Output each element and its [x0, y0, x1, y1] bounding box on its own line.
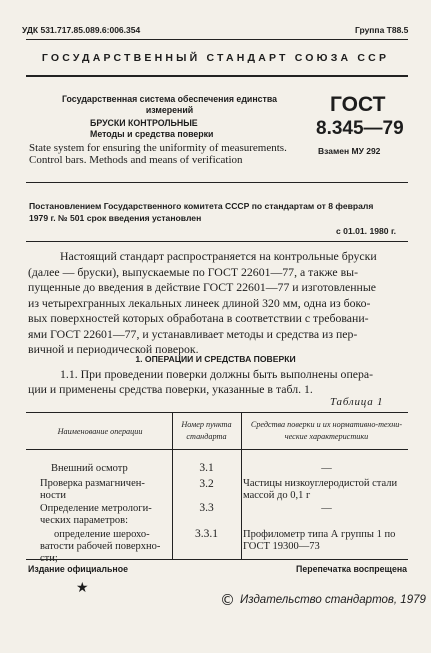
header-rule-top	[26, 39, 408, 40]
cell-text: ГОСТ 19300—73	[243, 541, 320, 552]
table-row-means: —	[321, 463, 332, 474]
intro-line: пущенные до введения в действие ГОСТ 22601—77 и изготовленные	[28, 280, 377, 294]
intro-line: (далее — бруски), выпускаемые по ГОСТ 22601—77, а также вы-	[28, 264, 359, 279]
udk-code: УДК 531.717.85.089.6:006.354	[22, 25, 141, 35]
table-header-operation: Наименование операции	[57, 427, 143, 436]
table-header-means-line2: ческие характеристики	[284, 432, 369, 441]
effective-date: с 01.01. 1980 г.	[336, 226, 397, 236]
system-title-line2: измерений	[145, 105, 194, 115]
table-row-means	[243, 529, 395, 553]
star-icon: ★	[76, 581, 89, 596]
cell-text: Определение метрологи-	[40, 503, 152, 514]
official-edition: Издание официальное	[28, 564, 128, 574]
table-header-clause-line1: Номер пункта	[181, 420, 232, 429]
table-row-means	[243, 478, 397, 502]
title-rule	[26, 182, 408, 183]
reprint-prohibited: Перепечатка воспрещена	[296, 564, 408, 574]
decree-line2: 1979 г. № 501 срок введения установлен	[29, 213, 202, 223]
english-title-line2: Control bars. Methods and means of verification	[29, 154, 243, 166]
copyright-symbol: ©	[220, 591, 235, 609]
decree-line1: Постановлением Государственного комитета СССР по стандартам от 8 февраля	[29, 201, 374, 211]
replaces-note: Взамен МУ 292	[318, 146, 381, 156]
table-caption: Таблица 1	[330, 396, 384, 408]
intro-line: из четырехгранных лекальных линеек длиной 320 мм, одна из боко-	[28, 295, 371, 310]
cell-text: ватости рабочей поверхно-	[40, 541, 161, 552]
standard-banner: ГОСУДАРСТВЕННЫЙ СТАНДАРТ СОЮЗА ССР	[41, 52, 390, 64]
cell-text: определение шерохо-	[54, 529, 150, 540]
table-row-means: —	[321, 503, 332, 514]
cell-text: Внешний осмотр	[51, 463, 128, 474]
decree-rule	[26, 241, 408, 242]
table-header-clause-line2: стандарта	[186, 432, 227, 441]
cell-text: Проверка размагничен-	[40, 478, 145, 489]
table-header-means-line1: Средства поверки и их нормативно-техни-	[250, 420, 403, 429]
table-header-rule	[26, 449, 408, 450]
table-top-rule	[26, 412, 408, 413]
standard-name-line2: Методы и средства поверки	[90, 129, 214, 139]
section-paragraph-line2: ции и применены средства поверки, указанные в табл. 1.	[28, 382, 313, 396]
intro-line: Настоящий стандарт распространяется на контрольные бруски	[60, 249, 377, 263]
publisher-imprint: Издательство стандартов, 1979	[240, 594, 426, 606]
system-title	[47, 94, 292, 116]
table-header-means	[241, 419, 412, 443]
section-paragraph	[28, 367, 373, 397]
table-row-operation	[51, 463, 128, 475]
intro-line: вичной и периодической поверок.	[28, 342, 199, 356]
system-title-line1: Государственная система обеспечения единства	[61, 94, 278, 104]
cell-text: массой до 0,1 г	[243, 490, 311, 501]
gost-label: ГОСТ	[330, 93, 386, 116]
cell-text: Профилометр типа А группы 1 по	[243, 529, 396, 540]
cell-text: ческих параметров:	[40, 515, 129, 526]
gost-number: 8.345—79	[316, 118, 404, 139]
header-rule-bottom	[26, 75, 408, 77]
table-row-operation	[40, 478, 145, 502]
table-row-clause: 3.3.1	[195, 528, 218, 540]
cell-text: ности	[40, 490, 66, 501]
standard-name	[90, 118, 213, 140]
table-header-clause	[172, 419, 241, 443]
footer-rule	[26, 559, 408, 560]
english-title-line1: State system for ensuring the uniformity of measurements.	[29, 142, 287, 154]
english-title	[29, 142, 287, 166]
intro-paragraph	[28, 249, 410, 358]
table-row-clause: 3.2	[199, 478, 214, 490]
section-paragraph-line1: 1.1. При проведении поверки должны быть выполнены опера-	[60, 367, 374, 381]
section-heading: 1. ОПЕРАЦИИ И СРЕДСТВА ПОВЕРКИ	[135, 354, 296, 364]
group-code: Группа Т88.5	[355, 25, 409, 35]
intro-line: ями ГОСТ 22601—77, и устанавливает методы и средства из пер-	[28, 326, 358, 341]
cell-text: Частицы низкоуглеродистой стали	[243, 478, 398, 489]
decree	[29, 200, 373, 224]
intro-line: вых поверхностей которых обработана в соответствии с требовани-	[28, 311, 369, 325]
table-row-clause: 3.1	[199, 462, 214, 474]
standard-name-line1: БРУСКИ КОНТРОЛЬНЫЕ	[90, 118, 198, 128]
table-row-clause: 3.3	[199, 502, 214, 514]
table-row-operation	[40, 503, 152, 527]
